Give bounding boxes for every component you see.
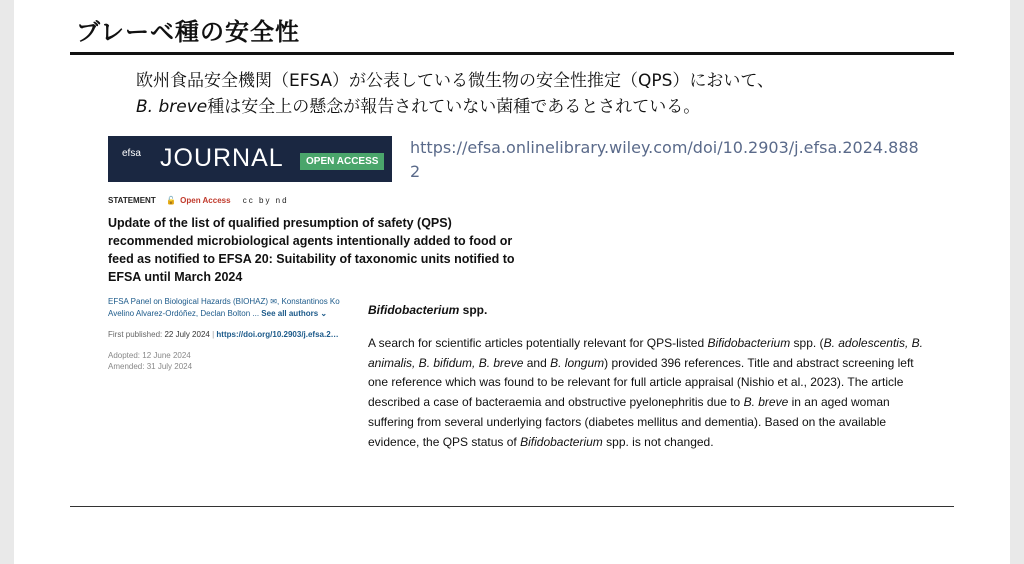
authors-line-2	[108, 308, 363, 320]
first-published-date: 22 July 2024	[164, 330, 210, 339]
excerpt-genus: Bifidobacterium	[520, 434, 603, 449]
intro-species: B. breve	[136, 97, 208, 117]
excerpt-text: spp. (	[790, 336, 824, 350]
excerpt-text: spp. is not changed.	[602, 434, 714, 449]
journal-logo: JOURNAL	[160, 144, 284, 172]
see-all-authors-link[interactable]: See all authors ⌄	[261, 309, 328, 318]
slide-title: ブレーベ種の安全性	[76, 17, 301, 46]
intro-line-2	[136, 94, 774, 120]
excerpt-text: and	[523, 355, 551, 370]
title-underline	[70, 52, 954, 55]
excerpt-text: A search for scientific articles potentially relevant for QPS-listed	[368, 336, 708, 350]
heading-rest: spp.	[459, 303, 488, 317]
excerpt-text: ) provided 396 references. Title and abstract screening left one reference which was found to be relevant for full article appraisal (Nishio et al., 2023). The article described a case of bacteraemia and obstructive pyelonephritis due to	[368, 355, 914, 410]
license-icon: cc by nd	[242, 196, 289, 205]
amended-date: Amended: 31 July 2024	[108, 362, 193, 371]
article-title: Update of the list of qualified presumption of safety (QPS) recommended microbiological agents intentionally added to food or feed as notified to EFSA 20: Suitability of taxonomic units notified to EFSA until March 2024	[108, 216, 515, 284]
excerpt-genus: Bifidobacterium	[707, 336, 791, 350]
first-published-label: First published:	[108, 330, 163, 339]
authors-line-1[interactable]: EFSA Panel on Biological Hazards (BIOHAZ) ✉, Konstantinos Ko	[108, 297, 340, 306]
intro-text	[136, 68, 774, 120]
lock-icon: 🔓	[165, 196, 176, 205]
open-access-badge: OPEN ACCESS	[300, 153, 384, 170]
statement-label: STATEMENT	[108, 196, 156, 205]
article-meta-row	[108, 196, 289, 205]
excerpt-species: B. longum	[550, 355, 605, 370]
excerpt-species: B. breve	[743, 395, 789, 410]
author-list	[108, 296, 363, 320]
intro-line-2-rest: 種は安全上の懸念が報告されていない菌種であるとされている。	[207, 97, 701, 117]
excerpt-text: in an aged woman suffering from several underlying factors (diabetes mellitus and dementia). Based on the available evidence, the QPS status of	[368, 395, 890, 449]
open-access-label: Open Access	[180, 196, 231, 205]
excerpt-species: B. adolescentis, B. animalis, B. bifidum, B. breve	[368, 336, 923, 370]
adopted-date: Adopted: 12 June 2024	[108, 351, 191, 360]
publication-info: First published: 22 July 2024 | https://doi.org/10.2903/j.efsa.2…	[108, 330, 339, 339]
excerpt-body	[368, 334, 928, 452]
article-dates	[108, 350, 192, 372]
left-edge	[0, 0, 14, 564]
right-edge	[1010, 0, 1024, 564]
doi-link[interactable]: https://doi.org/10.2903/j.efsa.2…	[216, 330, 339, 339]
bottom-divider	[70, 506, 954, 507]
source-url[interactable]: https://efsa.onlinelibrary.wiley.com/doi/10.2903/j.efsa.2024.8882	[410, 138, 919, 181]
heading-genus: Bifidobacterium	[368, 303, 460, 317]
efsa-logo: efsa	[122, 148, 141, 159]
authors-line-2-text[interactable]: Avelino Alvarez-Ordóñez, Declan Bolton ...	[108, 309, 260, 318]
intro-line-1: 欧州食品安全機関（EFSA）が公表している微生物の安全性推定（QPS）において、	[136, 71, 775, 91]
excerpt-heading	[368, 303, 487, 317]
journal-banner	[108, 136, 392, 182]
